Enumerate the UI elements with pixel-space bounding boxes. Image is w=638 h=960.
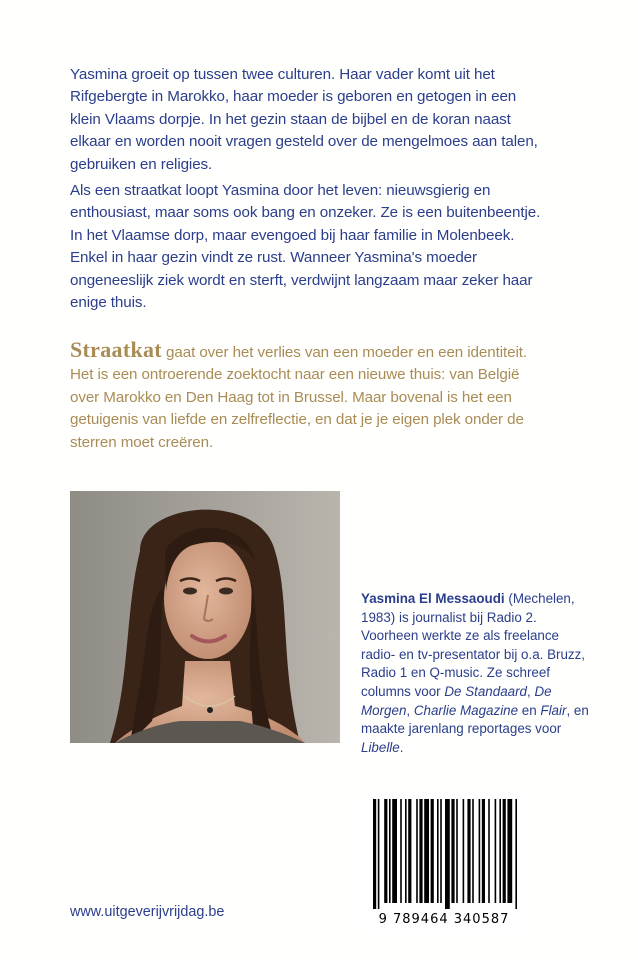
blurb-paragraph-2: Als een straatkat loopt Yasmina door het leven: nieuwsgierig en enthousiast, maar soms ook bang en onzeker. Ze is een buitenbeentje. In het Vlaamse dorp, maar evengoed bij haar familie in Molenbeek. Enkel in haar gezin vindt ze rust. Wanneer Yasmina's moeder ongeneeslijk ziek wordt en sterft, verdwijnt langzaam maar zeker haar enige thuis. <box>70 182 541 312</box>
bio-end: . <box>399 739 404 755</box>
barcode-bar <box>479 799 481 903</box>
barcode-bar <box>378 799 380 909</box>
pub-de-standaard: De Standaard <box>444 683 527 699</box>
barcode-bar <box>440 799 442 903</box>
barcode-bar <box>400 799 402 903</box>
blurb-paragraph-3 <box>70 339 550 454</box>
pub-charlie-magazine: Charlie Magazine <box>413 702 519 718</box>
barcode-bar <box>384 799 387 903</box>
barcode-bar <box>488 799 490 903</box>
blurb-paragraph-1: Yasmina groeit op tussen twee culturen. Haar vader komt uit het Rifgebergte in Marokko, haar moeder is geboren en getogen in een klein Vlaams dorpje. In het gezin staan de bijbel en de koran naast elkaar en worden nooit vragen gesteld over de mengelmoes aan talen, gebruiken en religies. <box>70 66 538 173</box>
barcode-bar <box>419 799 422 903</box>
barcode-bar <box>507 799 512 903</box>
barcode-bar <box>431 799 434 903</box>
bio-sep-3: en <box>518 702 541 718</box>
publisher-website[interactable]: www.uitgeverijvrijdag.be <box>70 904 225 920</box>
barcode-bar <box>437 799 439 903</box>
barcode-bar <box>467 799 470 903</box>
author-photo <box>70 491 340 743</box>
barcode-bar <box>373 799 376 909</box>
isbn-number: 9 789464 340587 <box>378 912 510 927</box>
barcode-bar <box>445 799 450 909</box>
bio-sep-1: , <box>527 683 535 699</box>
barcode-bar <box>408 799 411 903</box>
book-title: Straatkat <box>70 337 162 362</box>
pub-libelle: Libelle <box>361 739 400 755</box>
isbn-barcode <box>359 797 529 933</box>
barcode-bar <box>503 799 506 903</box>
barcode-bar <box>424 799 429 903</box>
barcode-bar <box>451 799 454 903</box>
author-bio <box>361 590 591 757</box>
pub-flair: Flair <box>540 702 567 718</box>
barcode-bar <box>515 799 517 909</box>
barcode-bar <box>456 799 458 903</box>
barcode-bar <box>416 799 418 903</box>
barcode-bar <box>495 799 497 903</box>
bio-text-1: (Mechelen, 1983) is journalist bij Radio 2. Voorheen werkte ze als freelance radio- en tv-presentator bij o.a. Bruzz, Radio 1 en Q-music. Ze schreef columns voor <box>361 591 586 699</box>
barcode-bar <box>499 799 501 903</box>
barcode-bar <box>463 799 465 903</box>
blurb-paragraph-3-text: gaat over het verlies van een moeder en een identiteit. Het is een ontroerende zoektocht naar een nieuwe thuis: van België over Marokko en Den Haag tot in Brussel. Maar bovenal is het een getuigenis van liefde en zelfreflectie, en dat je je eigen plek onder de sterren moet creëren. <box>70 344 527 451</box>
barcode-bar <box>392 799 397 903</box>
barcode-bar <box>405 799 407 903</box>
bio-text-2: , en maakte jarenlang reportages voor <box>361 702 589 737</box>
pub-de-morgen: De Morgen <box>361 683 552 718</box>
barcode-bar <box>482 799 485 903</box>
barcode-bar <box>472 799 474 903</box>
bio-sep-2: , <box>406 702 414 718</box>
author-name: Yasmina El Messaoudi <box>361 591 505 606</box>
barcode-bar <box>389 799 391 903</box>
